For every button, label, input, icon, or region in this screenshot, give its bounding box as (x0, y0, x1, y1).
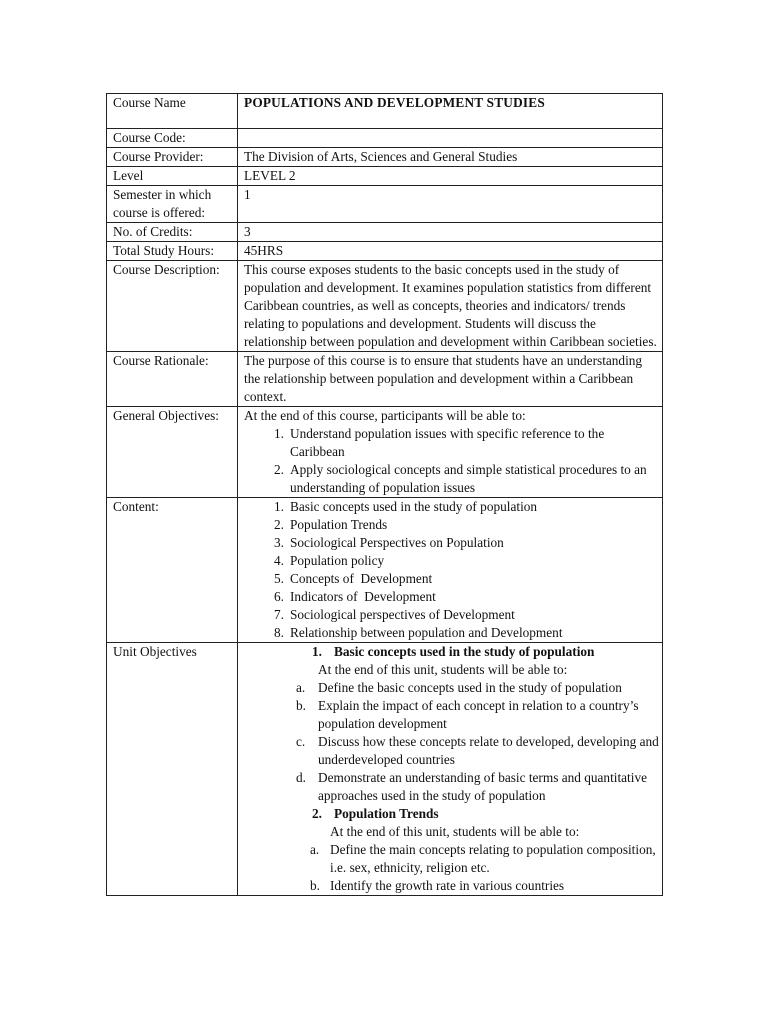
description-row (107, 261, 663, 352)
list-item (274, 552, 659, 570)
level-row (107, 167, 663, 186)
rationale-row (107, 352, 663, 407)
course-name-label: Course Name (107, 94, 238, 129)
general-objectives-label: General Objectives: (107, 407, 238, 498)
list-item-text: Basic concepts used in the study of population (290, 499, 538, 514)
unit-objectives-row (107, 643, 663, 896)
list-marker: 6. (274, 589, 284, 604)
content-cell (238, 498, 663, 643)
list-item-text: Concepts of Development (290, 571, 433, 586)
rationale-value: The purpose of this course is to ensure that students have an understanding the relationship between population and development within a Caribbean context. (238, 352, 663, 407)
list-item (274, 606, 659, 624)
unit-title: Basic concepts used in the study of population (334, 644, 595, 659)
list-item (274, 624, 659, 642)
list-marker: b. (296, 698, 306, 713)
list-item-text: Identify the growth rate in various countries (330, 878, 565, 893)
list-item-text: Relationship between population and Development (290, 625, 563, 640)
content-list (244, 498, 659, 642)
description-label: Course Description: (107, 261, 238, 352)
general-objectives-list (244, 425, 659, 497)
list-item (310, 877, 659, 895)
unit-marker: 2. (312, 806, 322, 821)
general-objectives-cell (238, 407, 663, 498)
general-objectives-row (107, 407, 663, 498)
unit-objective-list (244, 841, 659, 895)
content-row (107, 498, 663, 643)
course-outline-document (106, 93, 663, 896)
semester-label: Semester in which course is offered: (107, 186, 238, 223)
list-item-text: Explain the impact of each concept in relation to a country’s population development (318, 698, 639, 731)
list-item (296, 733, 659, 769)
list-item-text: Population Trends (290, 517, 388, 532)
list-marker: 7. (274, 607, 284, 622)
level-value: LEVEL 2 (238, 167, 663, 186)
course-provider-label: Course Provider: (107, 148, 238, 167)
list-item (274, 498, 659, 516)
unit-objective-list (244, 679, 659, 805)
content-label: Content: (107, 498, 238, 643)
rationale-label: Course Rationale: (107, 352, 238, 407)
list-item (310, 841, 659, 877)
list-item (296, 769, 659, 805)
list-marker: d. (296, 770, 306, 785)
unit-block (244, 643, 659, 805)
list-item-text: Apply sociological concepts and simple statistical procedures to an understanding of population issues (290, 462, 647, 495)
course-code-label: Course Code: (107, 129, 238, 148)
level-label: Level (107, 167, 238, 186)
course-code-row (107, 129, 663, 148)
unit-block (244, 805, 659, 895)
credits-value: 3 (238, 223, 663, 242)
list-item (274, 588, 659, 606)
list-item (274, 534, 659, 552)
semester-row (107, 186, 663, 223)
unit-title: Population Trends (334, 806, 439, 821)
list-item (274, 425, 659, 461)
unit-objectives-label: Unit Objectives (107, 643, 238, 896)
list-item (296, 697, 659, 733)
list-marker: c. (296, 734, 306, 749)
unit-heading (244, 805, 659, 823)
list-marker: a. (310, 842, 320, 857)
list-marker: 8. (274, 625, 284, 640)
list-item (274, 461, 659, 497)
study-hours-label: Total Study Hours: (107, 242, 238, 261)
credits-label: No. of Credits: (107, 223, 238, 242)
study-hours-row (107, 242, 663, 261)
study-hours-value: 45HRS (238, 242, 663, 261)
list-marker: 2. (274, 462, 284, 477)
list-item (296, 679, 659, 697)
list-marker: 5. (274, 571, 284, 586)
unit-objectives-cell (238, 643, 663, 896)
list-item-text: Define the basic concepts used in the study of population (318, 680, 622, 695)
list-item-text: Indicators of Development (290, 589, 436, 604)
course-code-value (238, 129, 663, 148)
course-provider-row (107, 148, 663, 167)
list-marker: 3. (274, 535, 284, 550)
course-name-row (107, 94, 663, 129)
credits-row (107, 223, 663, 242)
list-item-text: Sociological Perspectives on Population (290, 535, 504, 550)
course-name-value: POPULATIONS AND DEVELOPMENT STUDIES (238, 94, 663, 129)
list-marker: 2. (274, 517, 284, 532)
list-marker: b. (310, 878, 320, 893)
list-item (274, 516, 659, 534)
unit-intro: At the end of this unit, students will be able to: (318, 662, 568, 677)
list-item-text: Population policy (290, 553, 385, 568)
course-outline-table (106, 93, 663, 896)
list-item-text: Sociological perspectives of Development (290, 607, 515, 622)
general-objectives-intro: At the end of this course, participants will be able to: (244, 408, 526, 423)
unit-heading (244, 643, 659, 661)
list-marker: a. (296, 680, 306, 695)
unit-intro: At the end of this unit, students will be able to: (330, 824, 580, 839)
list-item (274, 570, 659, 588)
semester-value: 1 (238, 186, 663, 223)
list-item-text: Demonstrate an understanding of basic terms and quantitative approaches used in the study of population (318, 770, 648, 803)
list-item-text: Understand population issues with specific reference to the Caribbean (290, 426, 605, 459)
list-item-text: Discuss how these concepts relate to developed, developing and underdeveloped countries (318, 734, 659, 767)
list-marker: 1. (274, 426, 284, 441)
course-provider-value: The Division of Arts, Sciences and General Studies (238, 148, 663, 167)
list-item-text: Define the main concepts relating to population composition, i.e. sex, ethnicity, religion etc. (330, 842, 656, 875)
list-marker: 1. (274, 499, 284, 514)
list-marker: 4. (274, 553, 284, 568)
description-value: This course exposes students to the basic concepts used in the study of population and development. It examines population statistics from different Caribbean countries, as well as concepts, theories and indicators/ trends relating to populations and development. Students will discuss the relationship between population and development within Caribbean societies. (238, 261, 663, 352)
unit-marker: 1. (312, 644, 322, 659)
